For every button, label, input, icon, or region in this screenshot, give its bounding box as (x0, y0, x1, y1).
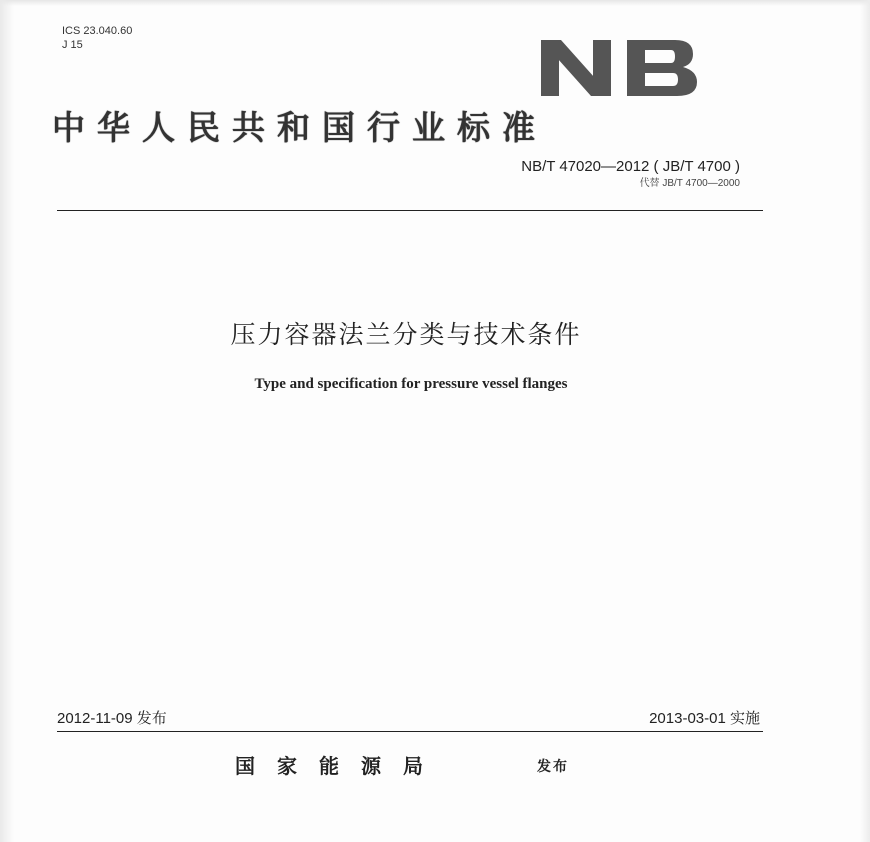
header-divider (57, 210, 763, 211)
scan-edge-left (0, 0, 14, 842)
logo-letter-n (541, 40, 611, 96)
standard-number: NB/T 47020—2012 ( JB/T 4700 ) (521, 158, 740, 175)
document-title-en: Type and specification for pressure vessel flanges (254, 376, 568, 392)
replaces-standard: 代替 JB/T 4700—2000 (639, 178, 740, 189)
standard-category-title: 中华人民共和国行业标准 (52, 108, 547, 147)
footer-divider (57, 731, 763, 732)
classification-codes (62, 24, 132, 52)
document-title-cn: 压力容器法兰分类与技术条件 (230, 320, 582, 349)
ics-code: ICS 23.040.60 (62, 25, 133, 37)
scan-edge-right (860, 0, 870, 842)
issued-label: 发布 (537, 759, 569, 775)
scan-edge-top (0, 0, 870, 6)
logo-letter-b (627, 40, 697, 96)
issue-date: 2012-11-09 发布 (57, 710, 167, 727)
issuing-authority: 国家能源局 (235, 754, 445, 778)
ccs-code: J 15 (62, 39, 83, 51)
implementation-date: 2013-03-01 实施 (649, 710, 760, 727)
nb-logo (541, 40, 697, 96)
